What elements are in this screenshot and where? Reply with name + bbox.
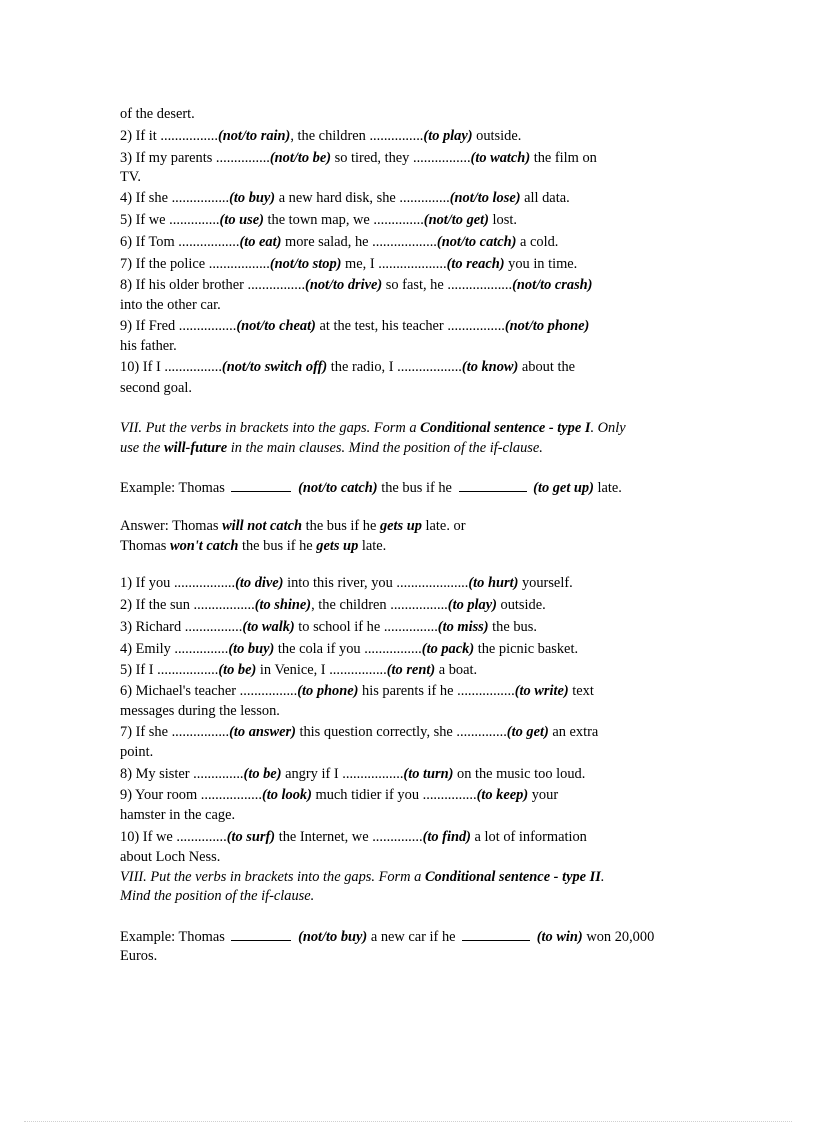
- verb-hint: (to answer): [229, 724, 296, 740]
- gap: ...............: [422, 787, 477, 803]
- gap: .................: [157, 662, 219, 678]
- verb-hint: (not/to buy): [298, 929, 368, 945]
- verb-hint: (not/to rain): [217, 128, 291, 144]
- verb-hint: (to hurt): [468, 575, 519, 591]
- example-line: Euros.: [120, 948, 158, 964]
- section-instructions: use the will-future in the main clauses. Mind the position of the if-clause.: [120, 440, 543, 456]
- verb-hint: (not/to switch off): [221, 359, 328, 375]
- exercise-line: messages during the lesson.: [120, 703, 280, 719]
- gap: ................: [164, 359, 222, 375]
- verb-hint: (to use): [219, 212, 264, 228]
- gap: ..................: [397, 359, 462, 375]
- verb-hint: (not/to get): [423, 212, 489, 228]
- gap: ................: [390, 597, 448, 613]
- verb-hint: (to look): [261, 787, 312, 803]
- gap: ................: [184, 619, 243, 635]
- section-instructions: VIII. Put the verbs in brackets into the gaps. Form a Conditional sentence - type II.: [120, 869, 605, 885]
- gap: ................: [447, 318, 505, 334]
- verb-hint: (to turn): [403, 766, 454, 782]
- gap: ....................: [396, 575, 469, 591]
- gap: ...............: [174, 641, 229, 657]
- verb-hint: (not/to cheat): [236, 318, 316, 334]
- verb-hint: (not/to catch): [436, 234, 517, 250]
- verb-hint: (not/to be): [269, 150, 332, 166]
- verb-hint: (to buy): [229, 190, 276, 206]
- exercise-line: 5) If we ..............(to use) the town map, we ..............(not/to get) lost.: [120, 212, 517, 228]
- gap: ..............: [193, 766, 244, 782]
- gap: ................: [364, 641, 422, 657]
- gap: ..............: [456, 724, 507, 740]
- gap: ................: [457, 683, 515, 699]
- gap: ................: [247, 277, 306, 293]
- verb-hint: (to get): [506, 724, 549, 740]
- answer-line: Thomas won't catch the bus if he gets up late.: [120, 538, 387, 554]
- verb-hint: (not/to lose): [449, 190, 521, 206]
- verb-hint: (to dive): [235, 575, 284, 591]
- exercise-line: 4) If she ................(to buy) a new hard disk, she ..............(not/to lose) all data.: [120, 190, 570, 206]
- verb-hint: (to play): [423, 128, 473, 144]
- gap: ...............: [369, 128, 424, 144]
- exercise-line: hamster in the cage.: [120, 807, 236, 823]
- verb-hint: (to shine): [254, 597, 312, 613]
- example-line: Example: Thomas (not/to buy) a new car if he (to win) won 20,000: [120, 929, 655, 945]
- answer-blank: [231, 480, 291, 492]
- gap: ..............: [399, 190, 450, 206]
- exercise-line: into the other car.: [120, 297, 221, 313]
- answer-blank: [462, 929, 530, 941]
- verb-hint: (to keep): [476, 787, 529, 803]
- exercise-line: 2) If it ................(not/to rain), the children ...............(to play) outside.: [120, 128, 522, 144]
- verb-hint: (to phone): [297, 683, 359, 699]
- answer-blank: [459, 480, 527, 492]
- gap: .................: [193, 597, 255, 613]
- verb-hint: (to write): [514, 683, 569, 699]
- verb-hint: (to win): [536, 929, 583, 945]
- exercise-line: 6) If Tom .................(to eat) more salad, he ..................(not/to catch) a cold.: [120, 234, 559, 250]
- verb-hint: (to surf): [226, 829, 276, 845]
- exercise-line: about Loch Ness.: [120, 849, 221, 865]
- gap: ..................: [447, 277, 513, 293]
- example-line: Example: Thomas (not/to catch) the bus if he (to get up) late.: [120, 480, 622, 496]
- gap: .................: [342, 766, 404, 782]
- exercise-line: 8) If his older brother ................(not/to drive) so fast, he ..................(not/to crash): [120, 277, 593, 293]
- exercise-line: 6) Michael's teacher ................(to phone) his parents if he ................(to write) text: [120, 683, 594, 699]
- exercise-line: 8) My sister ..............(to be) angry if I .................(to turn) on the music too loud.: [120, 766, 586, 782]
- exercise-line: 7) If she ................(to answer) this question correctly, she ..............(to get) an extra: [120, 724, 599, 740]
- gap: ................: [160, 128, 218, 144]
- gap: ................: [412, 150, 471, 166]
- verb-hint: (not/to stop): [269, 256, 342, 272]
- exercise-line: 3) If my parents ...............(not/to be) so tired, they ................(to watch) the film on: [120, 150, 597, 166]
- exercise-line: second goal.: [120, 380, 192, 396]
- verb-hint: (to get up): [533, 480, 594, 496]
- exercise-line: 1) If you .................(to dive) into this river, you ....................(to hurt) yourself.: [120, 575, 573, 591]
- gap: ..............: [176, 829, 227, 845]
- verb-hint: (not/to drive): [305, 277, 383, 293]
- exercise-line: 2) If the sun .................(to shine), the children ................(to play) outside.: [120, 597, 546, 613]
- exercise-line: point.: [120, 744, 154, 760]
- gap: .................: [208, 256, 270, 272]
- exercise-line: 10) If I ................(not/to switch off) the radio, I ..................(to know) about the: [120, 359, 576, 375]
- exercise-line: 7) If the police .................(not/to stop) me, I ...................(to reach) you in time.: [120, 256, 578, 272]
- gap: ................: [178, 318, 237, 334]
- verb-hint: (not/to catch): [298, 480, 378, 496]
- gap: ...............: [383, 619, 438, 635]
- exercise-line: 9) If Fred ................(not/to cheat) at the test, his teacher ................(not/to phone): [120, 318, 590, 334]
- gap: ................: [171, 190, 230, 206]
- gap: .................: [178, 234, 240, 250]
- gap: ..............: [169, 212, 220, 228]
- exercise-line: TV.: [120, 169, 141, 185]
- answer-blank: [231, 929, 291, 941]
- verb-hint: (to pack): [421, 641, 475, 657]
- verb-hint: (to reach): [446, 256, 505, 272]
- gap: ...............: [215, 150, 270, 166]
- gap: ................: [239, 683, 298, 699]
- gap: ...................: [378, 256, 447, 272]
- exercise-line: 5) If I .................(to be) in Venice, I ................(to rent) a boat.: [120, 662, 478, 678]
- verb-hint: (to be): [218, 662, 257, 678]
- gap: ................: [329, 662, 387, 678]
- verb-hint: (to rent): [386, 662, 436, 678]
- section-instructions: VII. Put the verbs in brackets into the gaps. Form a Conditional sentence - type I. Only: [120, 420, 626, 436]
- exercise-line: 4) Emily ...............(to buy) the cola if you ................(to pack) the picnic basket.: [120, 641, 579, 657]
- verb-hint: (to know): [461, 359, 519, 375]
- section-instructions: Mind the position of the if-clause.: [120, 888, 315, 904]
- exercise-line: 10) If we ..............(to surf) the Internet, we ..............(to find) a lot of information: [120, 829, 587, 845]
- exercise-line: his father.: [120, 338, 177, 354]
- exercise-line: 3) Richard ................(to walk) to school if he ...............(to miss) the bus.: [120, 619, 537, 635]
- gap: ..............: [373, 212, 424, 228]
- verb-hint: (to eat): [239, 234, 282, 250]
- verb-hint: (not/to crash): [512, 277, 593, 293]
- exercise-line: of the desert.: [120, 106, 195, 122]
- verb-hint: (to play): [447, 597, 497, 613]
- gap: ................: [171, 724, 230, 740]
- gap: ..................: [372, 234, 437, 250]
- verb-hint: (to find): [422, 829, 471, 845]
- exercise-line: 9) Your room .................(to look) much tidier if you ...............(to keep) your: [120, 787, 559, 803]
- verb-hint: (to be): [243, 766, 282, 782]
- verb-hint: (not/to phone): [504, 318, 590, 334]
- gap: .................: [200, 787, 262, 803]
- page-bottom-rule: [24, 1121, 792, 1122]
- verb-hint: (to miss): [437, 619, 489, 635]
- gap: .................: [173, 575, 236, 591]
- verb-hint: (to watch): [470, 150, 531, 166]
- answer-line: Answer: Thomas will not catch the bus if he gets up late. or: [120, 518, 466, 534]
- verb-hint: (to walk): [242, 619, 295, 635]
- verb-hint: (to buy): [228, 641, 275, 657]
- gap: ..............: [372, 829, 423, 845]
